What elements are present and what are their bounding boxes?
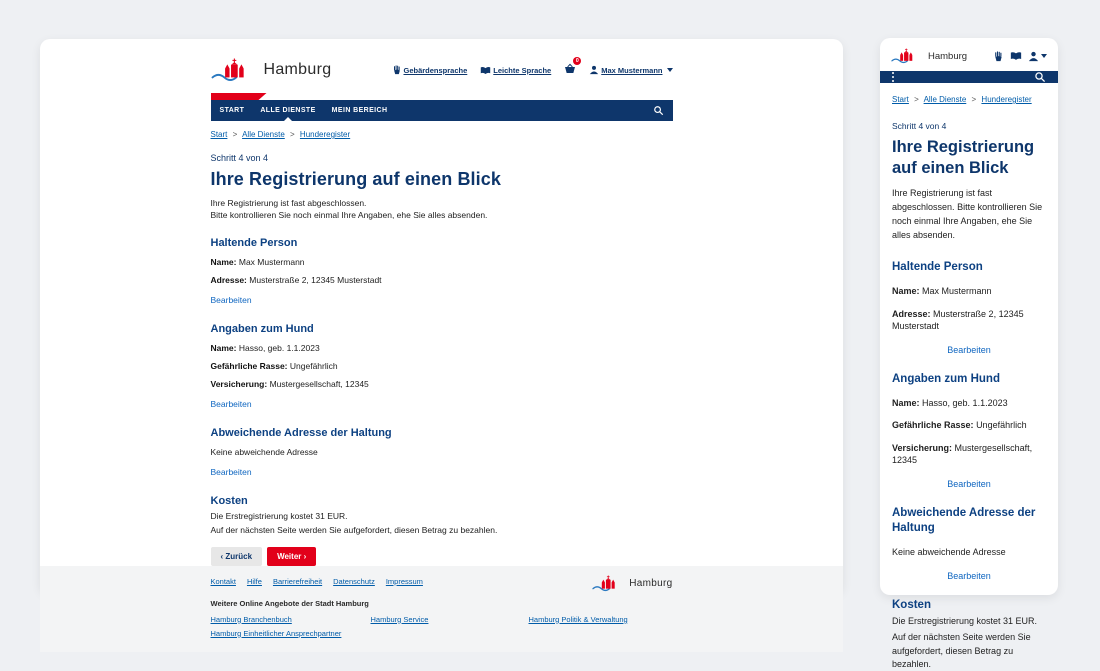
edit-dog-link[interactable]: Bearbeiten xyxy=(947,479,991,490)
site-header xyxy=(211,39,673,88)
footer-link-datenschutz[interactable]: Datenschutz xyxy=(333,576,375,586)
dog-name-label: Name: xyxy=(210,342,237,353)
next-button-label: Weiter xyxy=(277,551,302,561)
chevron-down-icon xyxy=(667,68,673,72)
footer-hamburg-logo xyxy=(592,575,672,592)
user-menu[interactable] xyxy=(589,65,672,75)
section-heading-dog: Angaben zum Hund xyxy=(210,322,314,335)
dog-race-label: Gefährliche Rasse: xyxy=(210,360,288,371)
book-icon xyxy=(480,66,491,75)
footer-link-barrierefreiheit[interactable]: Barrierefreiheit xyxy=(272,576,323,586)
easy-language-label: Leichte Sprache xyxy=(493,65,552,75)
user-name-label: Max Mustermann xyxy=(601,65,663,75)
person-name-row xyxy=(892,285,1046,298)
breadcrumb-hunderegister[interactable]: Hunderegister xyxy=(299,130,351,139)
easy-language-link[interactable] xyxy=(480,66,551,75)
page-title: Ihre Registrierung auf einen Blick xyxy=(210,169,501,189)
nav-item-alle-dienste[interactable]: ALLE DIENSTE xyxy=(260,100,315,121)
form-buttons xyxy=(211,547,673,566)
red-accent-flag xyxy=(211,93,267,100)
person-address-value: Musterstraße 2, 12345 Musterstadt xyxy=(892,308,1024,332)
breadcrumb-hunderegister[interactable]: Hunderegister xyxy=(981,95,1032,104)
back-button[interactable] xyxy=(211,547,263,566)
dog-race-row xyxy=(892,419,1046,432)
breadcrumb-separator: > xyxy=(971,95,977,104)
nav-bar xyxy=(211,100,673,121)
person-name-label: Name: xyxy=(210,256,237,267)
user-icon xyxy=(589,65,599,75)
book-icon[interactable] xyxy=(1010,51,1022,61)
intro-line-1: Ihre Registrierung ist fast abgeschlossen. xyxy=(210,198,367,208)
section-heading-address: Abweichende Adresse der Haltung xyxy=(892,507,1036,534)
dog-race-value: Ungefährlich xyxy=(289,360,338,371)
footer-link-politik[interactable]: Hamburg Politik & Verwaltung xyxy=(528,614,628,624)
section-heading-costs: Kosten xyxy=(210,494,248,507)
chevron-left-icon: ‹ xyxy=(220,551,224,561)
mobile-user-menu[interactable] xyxy=(1028,51,1047,62)
footer-link-ansprechpartner[interactable]: Hamburg Einheitlicher Ansprechpartner xyxy=(210,628,342,638)
step-indicator: Schritt 4 von 4 xyxy=(210,153,269,163)
mobile-breadcrumb xyxy=(892,95,1046,104)
sign-language-link[interactable] xyxy=(392,65,468,75)
search-icon xyxy=(1034,71,1046,83)
section-heading-person: Haltende Person xyxy=(892,261,983,273)
dog-insurance-value: Mustergesellschaft, 12345 xyxy=(892,442,1033,466)
breadcrumb-alle-dienste[interactable]: Alle Dienste xyxy=(923,95,967,104)
address-value-row: Keine abweichende Adresse xyxy=(210,446,318,457)
nav-item-start[interactable]: START xyxy=(219,107,245,114)
breadcrumb-separator: > xyxy=(232,130,238,139)
mobile-brand-name: Hamburg xyxy=(928,50,968,62)
mobile-search-button[interactable] xyxy=(1034,71,1046,83)
search-icon xyxy=(653,105,664,116)
section-heading-address: Abweichende Adresse der Haltung xyxy=(210,426,392,439)
sign-language-icon xyxy=(392,65,402,75)
site-footer xyxy=(40,566,843,652)
footer-more-title: Weitere Online Angebote der Stadt Hamburg xyxy=(210,598,369,608)
dog-insurance-row xyxy=(211,379,673,389)
hamburg-logo[interactable] xyxy=(211,58,332,82)
dog-race-row xyxy=(211,361,673,371)
dog-insurance-value: Mustergesellschaft, 12345 xyxy=(269,378,369,389)
hamburg-crest-icon xyxy=(211,58,257,82)
person-name-value: Max Mustermann xyxy=(922,285,992,296)
back-button-label: Zurück xyxy=(225,551,253,561)
mobile-nav-bar xyxy=(880,71,1058,83)
person-address-label: Adresse: xyxy=(210,274,247,285)
edit-address-link[interactable]: Bearbeiten xyxy=(947,570,991,581)
intro-line-2: Bitte kontrollieren Sie noch einmal Ihre Angaben, ehe Sie alles absenden. xyxy=(210,209,488,220)
address-value-row: Keine abweichende Adresse xyxy=(892,546,1006,557)
edit-address-link[interactable]: Bearbeiten xyxy=(210,466,252,477)
hamburg-crest-icon xyxy=(891,48,921,64)
costs-line-2: Auf der nächsten Seite werden Sie aufgefordert, diesen Betrag zu bezahlen. xyxy=(892,632,1031,669)
sign-language-icon[interactable] xyxy=(993,51,1004,62)
nav-item-mein-bereich[interactable]: MEIN BEREICH xyxy=(331,107,388,114)
menu-kebab-icon[interactable] xyxy=(892,72,894,82)
dog-name-row xyxy=(892,397,1046,410)
breadcrumb xyxy=(211,130,673,139)
intro-line-2: Bitte kontrollieren Sie noch einmal Ihre Angaben, ehe Sie alles absenden. xyxy=(892,202,1043,241)
edit-person-link[interactable]: Bearbeiten xyxy=(210,294,252,305)
intro-text xyxy=(211,198,673,222)
cart-button[interactable] xyxy=(564,58,579,79)
edit-person-link[interactable]: Bearbeiten xyxy=(947,344,991,355)
mobile-hamburg-logo[interactable] xyxy=(891,48,967,64)
section-heading-dog: Angaben zum Hund xyxy=(892,372,1000,385)
search-button[interactable] xyxy=(653,105,664,116)
dog-name-value: Hasso, geb. 1.1.2023 xyxy=(238,342,320,353)
person-address-value: Musterstraße 2, 12345 Musterstadt xyxy=(249,274,382,285)
mobile-viewport xyxy=(880,38,1058,669)
dog-name-row xyxy=(211,343,673,353)
person-name-label: Name: xyxy=(892,285,920,296)
costs-line-1: Die Erstregistrierung kostet 31 EUR. xyxy=(892,616,1038,627)
person-name-value: Max Mustermann xyxy=(238,256,305,267)
footer-brand-name: Hamburg xyxy=(629,577,673,589)
cart-count-badge: 0 xyxy=(573,57,581,65)
breadcrumb-start[interactable]: Start xyxy=(210,130,228,139)
footer-link-impressum[interactable]: Impressum xyxy=(385,576,423,586)
person-address-row xyxy=(892,308,1046,333)
edit-dog-link[interactable]: Bearbeiten xyxy=(210,398,252,409)
section-heading-person: Haltende Person xyxy=(210,236,298,249)
footer-more-links xyxy=(211,615,673,638)
dog-race-value: Ungefährlich xyxy=(976,420,1027,431)
dog-name-value: Hasso, geb. 1.1.2023 xyxy=(922,397,1008,408)
intro-text xyxy=(892,187,1046,243)
dog-insurance-label: Versicherung: xyxy=(892,442,953,453)
chevron-down-icon xyxy=(1041,54,1047,58)
page-title: Ihre Registrierung auf einen Blick xyxy=(892,138,1035,177)
chevron-right-icon: › xyxy=(303,551,307,561)
mobile-site-header xyxy=(880,38,1058,71)
dog-name-label: Name: xyxy=(892,397,920,408)
section-heading-costs: Kosten xyxy=(892,598,931,611)
step-indicator: Schritt 4 von 4 xyxy=(892,121,947,131)
header-utility-links xyxy=(392,58,673,79)
main-navigation xyxy=(211,93,673,121)
user-icon xyxy=(1028,51,1039,62)
footer-link-service[interactable]: Hamburg Service xyxy=(370,614,429,624)
dog-race-label: Gefährliche Rasse: xyxy=(892,420,974,431)
desktop-viewport xyxy=(40,39,843,638)
footer-link-branchenbuch[interactable]: Hamburg Branchenbuch xyxy=(210,614,292,624)
next-button[interactable] xyxy=(267,547,316,566)
brand-name: Hamburg xyxy=(263,61,332,78)
breadcrumb-alle-dienste[interactable]: Alle Dienste xyxy=(242,130,285,139)
person-name-row xyxy=(211,257,673,267)
costs-line-1: Die Erstregistrierung kostet 31 EUR. xyxy=(210,510,348,521)
breadcrumb-separator: > xyxy=(914,95,919,104)
person-address-row xyxy=(211,275,673,285)
dog-insurance-row xyxy=(892,442,1046,467)
person-address-label: Adresse: xyxy=(892,308,931,319)
mobile-header-icons xyxy=(993,51,1047,62)
intro-line-1: Ihre Registrierung ist fast abgeschlossen. xyxy=(892,188,993,213)
hamburg-crest-icon xyxy=(592,575,624,592)
sign-language-label: Gebärdensprache xyxy=(403,65,468,75)
breadcrumb-separator: > xyxy=(290,130,295,139)
costs-line-2: Auf der nächsten Seite werden Sie aufgefordert, diesen Betrag zu bezahlen. xyxy=(210,524,498,535)
footer-link-hilfe[interactable]: Hilfe xyxy=(246,576,262,586)
footer-link-kontakt[interactable]: Kontakt xyxy=(210,576,236,586)
dog-insurance-label: Versicherung: xyxy=(210,378,268,389)
breadcrumb-start[interactable]: Start xyxy=(892,95,909,104)
